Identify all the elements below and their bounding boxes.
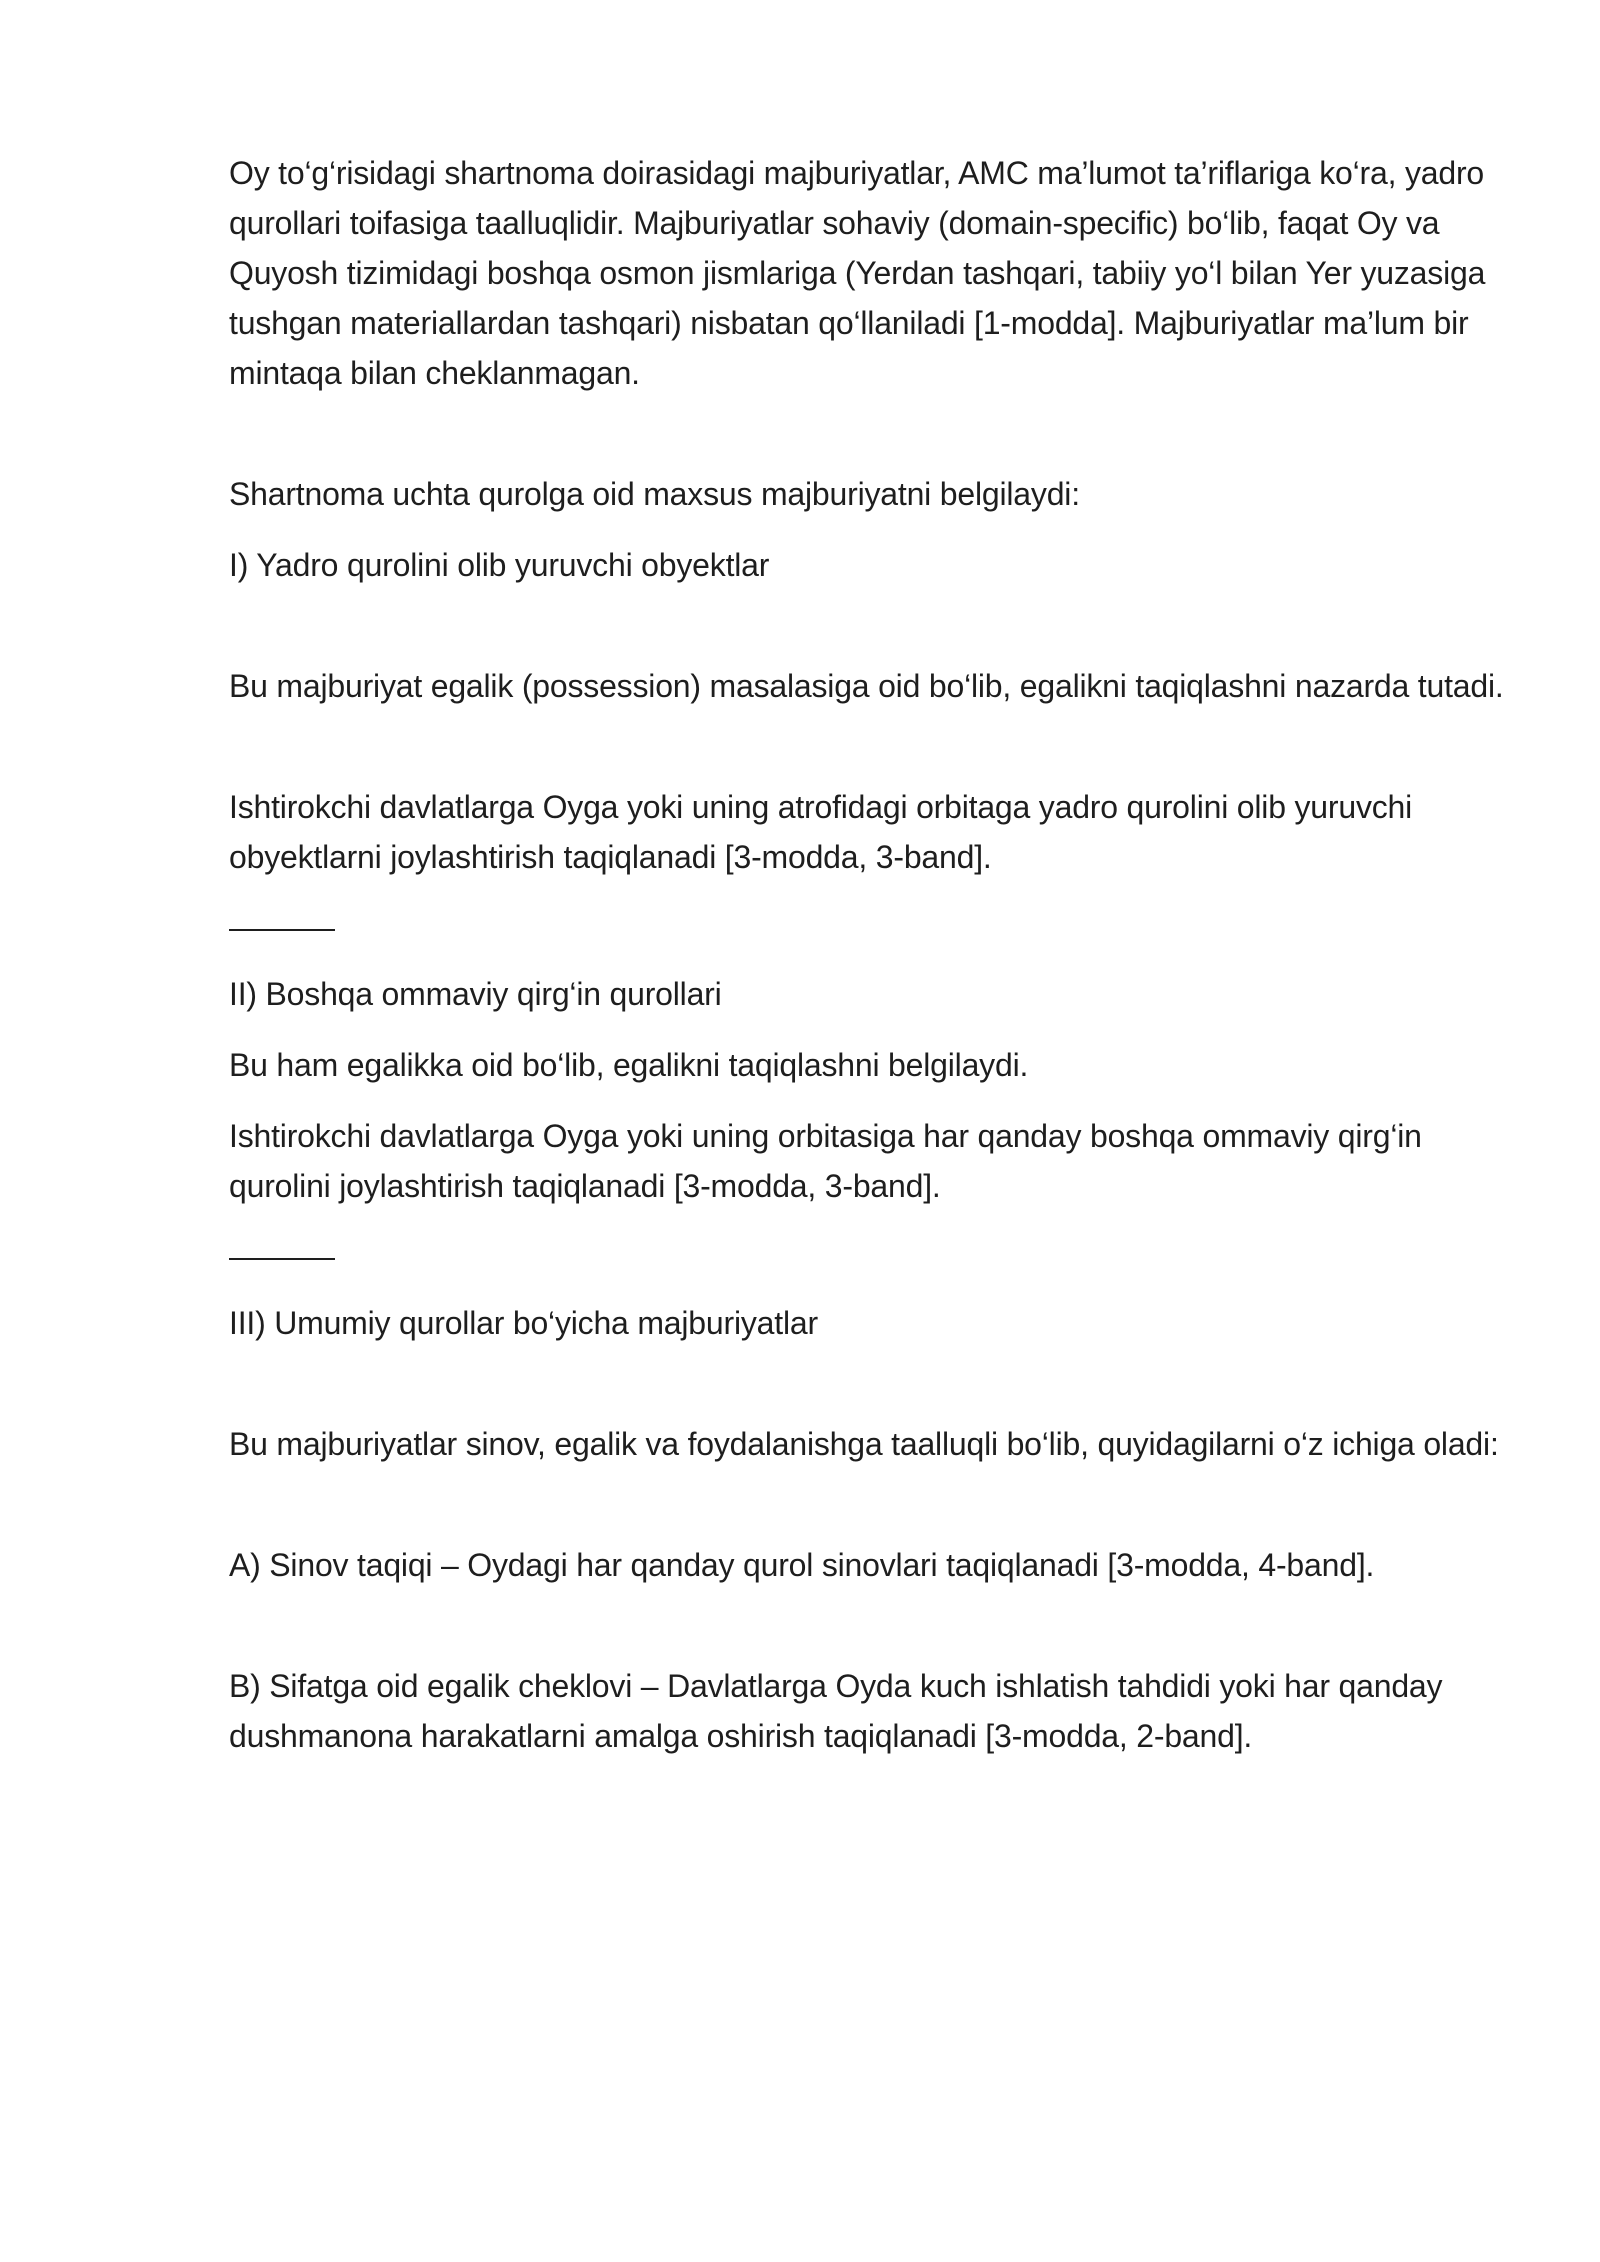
section-heading-wmd: II) Boshqa ommaviy qirg‘in qurollari	[229, 976, 722, 1012]
document-body	[229, 148, 1519, 1761]
general-obligations-paragraph: Bu majburiyatlar sinov, egalik va foydalanishga taalluqli bo‘lib, quyidagilarni o‘z ichiga oladi:	[229, 1426, 1499, 1462]
wmd-possession-paragraph: Bu ham egalikka oid bo‘lib, egalikni taqiqlashni belgilaydi.	[229, 1047, 1029, 1083]
nuclear-possession-paragraph: Bu majburiyat egalik (possession) masalasiga oid bo‘lib, egalikni taqiqlashni nazarda tutadi.	[229, 668, 1504, 704]
intro-paragraph: Oy to‘g‘risidagi shartnoma doirasidagi majburiyatlar, AMC ma’lumot ta’riflariga ko‘ra, yadro qurollari toifasiga taalluqlidir. Majburiyatlar sohaviy (domain-specific) bo‘lib, faqat Oy va Quyosh tizimidagi boshqa osmon jismlariga (Yerdan tashqari, tabiiy yo‘l bilan Yer yuzasiga tushgan materiallardan tashqari) nisbatan qo‘llaniladi [1-modda]. Majburiyatlar ma’lum bir mintaqa bilan cheklanmagan.	[229, 155, 1486, 391]
nuclear-prohibition-paragraph: Ishtirokchi davlatlarga Oyga yoki uning atrofidagi orbitaga yadro qurolini olib yuruvchi obyektlarni joylashtirish taqiqlanadi [3-modda, 3-band].	[229, 789, 1413, 875]
section-divider	[229, 929, 335, 931]
testing-ban-item: A) Sinov taqiqi – Oydagi har qanday qurol sinovlari taqiqlanadi [3-modda, 4-band].	[229, 1547, 1375, 1583]
section-heading-general: III) Umumiy qurollar bo‘yicha majburiyatlar	[229, 1305, 818, 1341]
obligations-intro-paragraph: Shartnoma uchta qurolga oid maxsus majburiyatni belgilaydi:	[229, 476, 1080, 512]
possession-restriction-item: B) Sifatga oid egalik cheklovi – Davlatlarga Oyda kuch ishlatish tahdidi yoki har qanday dushmanona harakatlarni amalga oshirish taqiqlanadi [3-modda, 2-band].	[229, 1668, 1443, 1754]
section-divider	[229, 1258, 335, 1260]
section-heading-nuclear: I) Yadro qurolini olib yuruvchi obyektlar	[229, 547, 770, 583]
wmd-prohibition-paragraph: Ishtirokchi davlatlarga Oyga yoki uning orbitasiga har qanday boshqa ommaviy qirg‘in qurolini joylashtirish taqiqlanadi [3-modda, 3-band].	[229, 1118, 1422, 1204]
